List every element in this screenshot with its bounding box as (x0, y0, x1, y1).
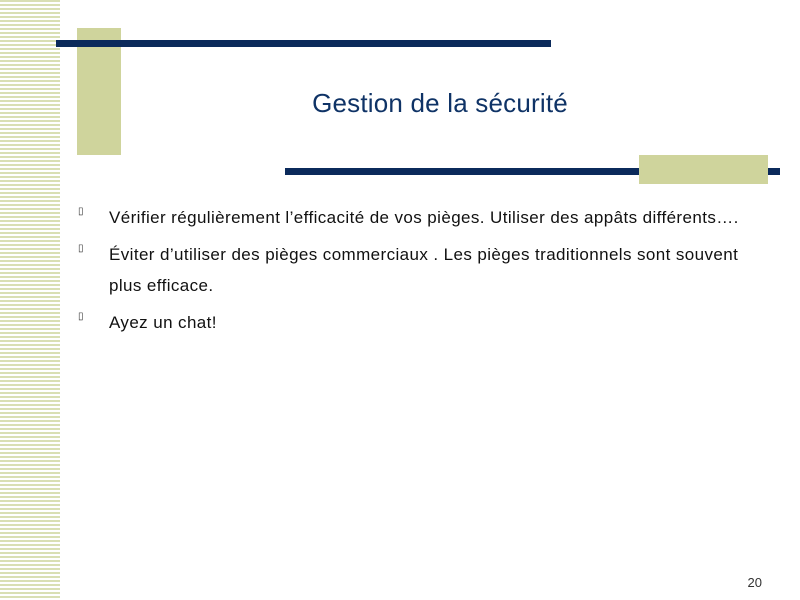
bullet-text: Éviter d’utiliser des pièges commerciaux . Les pièges traditionnels sont souvent plus efficace. (109, 245, 739, 295)
bullet-text: Ayez un chat! (109, 313, 217, 332)
bullet-item (78, 239, 758, 301)
decorative-block-right (639, 155, 768, 184)
bullet-box-icon: ▯ (78, 206, 84, 217)
bullet-item (78, 202, 758, 233)
bullet-list (78, 202, 758, 344)
page-number: 20 (747, 575, 762, 590)
decorative-block-left (77, 28, 121, 155)
decorative-line-top (56, 40, 551, 47)
slide-title: Gestion de la sécurité (312, 88, 568, 118)
bullet-text: Vérifier régulièrement l’efficacité de vos pièges. Utiliser des appâts différents…. (109, 208, 739, 227)
decorative-stripe-band (0, 0, 60, 600)
bullet-item (78, 307, 758, 338)
bullet-box-icon: ▯ (78, 311, 84, 322)
bullet-box-icon: ▯ (78, 243, 84, 254)
